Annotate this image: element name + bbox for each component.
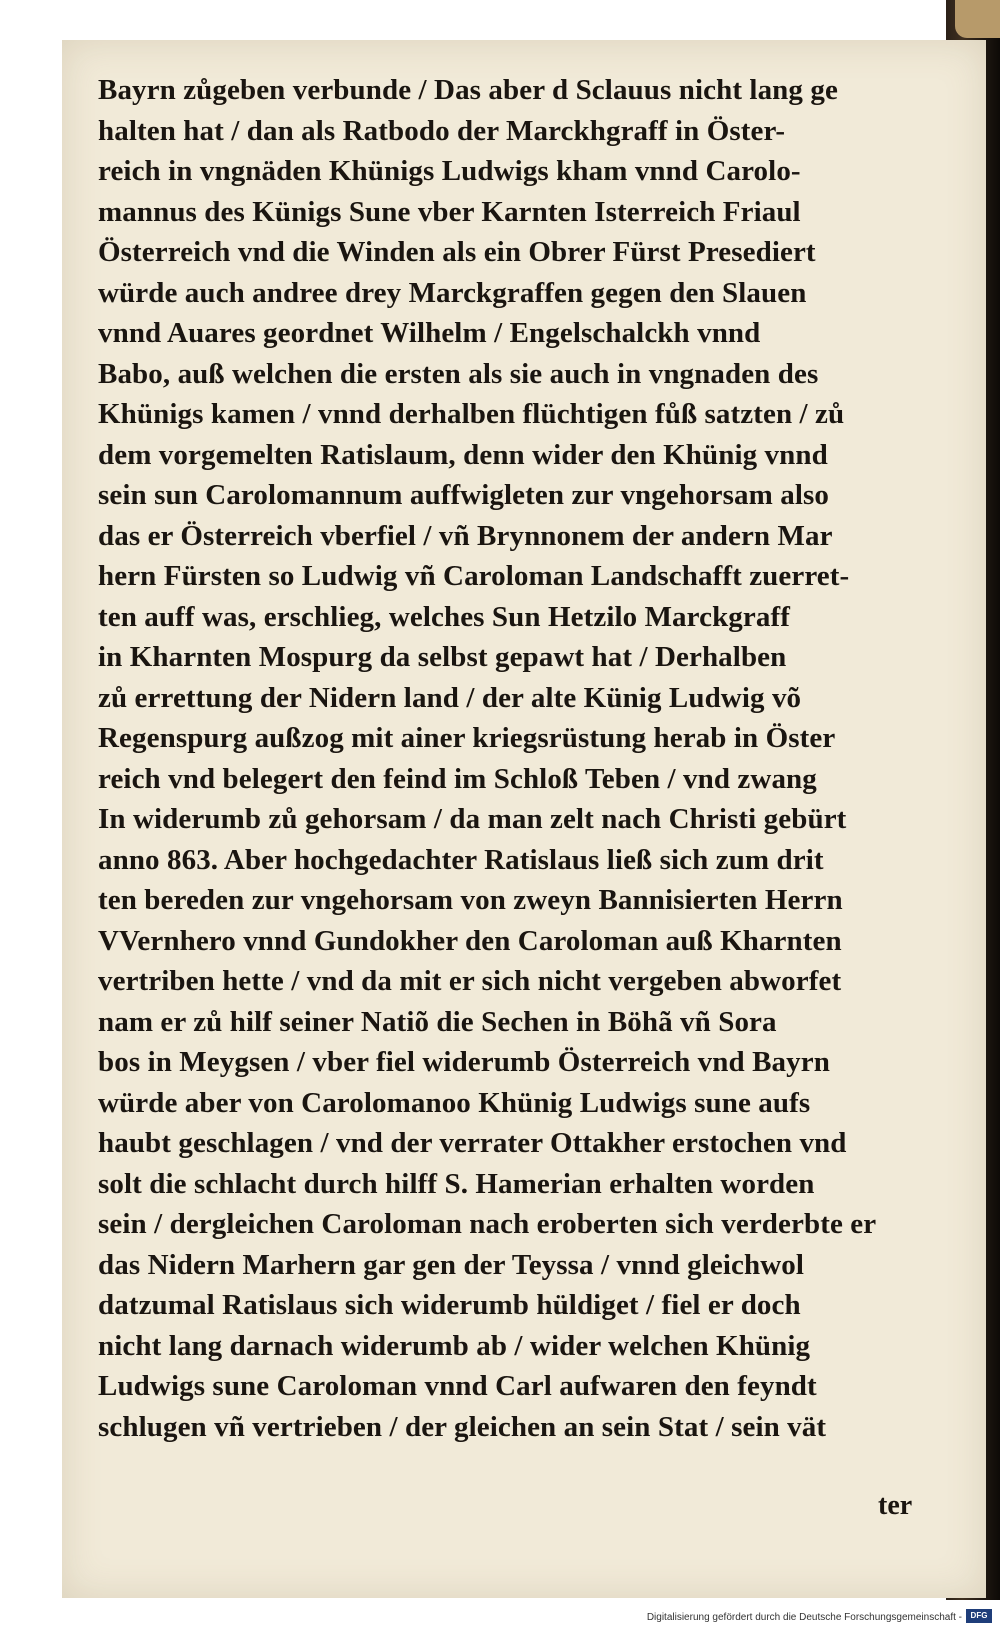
text-line: Österreich vnd die Winden als ein Obrer Fürst Presediert xyxy=(98,236,816,268)
funding-notice: Digitalisierung gefördert durch die Deutsche Forschungsgemeinschaft - xyxy=(646,1612,962,1623)
text-line: nam er zů hilf seiner Natiõ die Sechen in Böhã vñ Sora xyxy=(98,1005,777,1038)
text-line: würde auch andree drey Marckgraffen gegen den Slauen xyxy=(98,276,807,309)
text-line: schlugen vñ vertrieben / der gleichen an sein Stat / sein vät xyxy=(98,1410,827,1443)
text-line: zů errettung der Nidern land / der alte Künig Ludwig võ xyxy=(98,681,802,714)
text-line: datzumal Ratislaus sich widerumb hüldiget / fiel er doch xyxy=(98,1289,801,1321)
text-line: Ludwigs sune Caroloman vnnd Carl aufwaren den feyndt xyxy=(98,1370,817,1402)
text-line: halten hat / dan als Ratbodo der Marckhgraff in Öster- xyxy=(98,114,786,147)
text-line: bos in Meygsen / vber fiel widerumb Österreich vnd Bayrn xyxy=(98,1046,830,1078)
text-line: Khünigs kamen / vnnd derhalben flüchtigen fůß satzten / zů xyxy=(98,398,845,430)
text-line: das er Österreich vberfiel / vñ Brynnonem der andern Mar xyxy=(98,519,833,552)
text-line: dem vorgemelten Ratislaum, denn wider den Khünig vnnd xyxy=(98,438,828,471)
text-line: solt die schlacht durch hilff S. Hamerian erhalten worden xyxy=(98,1167,815,1200)
text-line: Babo, auß welchen die ersten als sie auch in vngnaden des xyxy=(98,357,819,390)
text-line: ten bereden zur vngehorsam von zweyn Bannisierten Herrn xyxy=(98,884,843,916)
text-line: Bayrn zůgeben verbunde / Das aber d Sclauus nicht lang ge xyxy=(98,74,838,106)
text-line: in Kharnten Mospurg da selbst gepawt hat / Derhalben xyxy=(98,641,787,673)
text-line: würde aber von Carolomanoo Khünig Ludwigs sune aufs xyxy=(98,1086,811,1119)
text-line: hern Fürsten so Ludwig vñ Caroloman Landschafft zuerret- xyxy=(98,560,850,592)
text-line: In widerumb zů gehorsam / da man zelt nach Christi gebürt xyxy=(98,803,847,835)
text-line: Regenspurg außzog mit ainer kriegsrüstung herab in Öster xyxy=(98,722,836,754)
text-line: vnnd Auares geordnet Wilhelm / Engelschalckh vnnd xyxy=(98,317,761,349)
text-line: mannus des Künigs Sune vber Karnten Isterreich Friaul xyxy=(98,195,801,228)
text-line: nicht lang darnach widerumb ab / wider welchen Khünig xyxy=(98,1329,811,1362)
catchword: ter xyxy=(878,1490,913,1521)
text-line: vertriben hette / vnd da mit er sich nicht vergeben abworfet xyxy=(98,965,842,997)
text-line: anno 863. Aber hochgedachter Ratislaus ließ sich zum drit xyxy=(98,843,824,876)
text-line: sein / dergleichen Caroloman nach eroberten sich verderbte er xyxy=(98,1208,877,1240)
text-line: reich vnd belegert den feind im Schloß Teben / vnd zwang xyxy=(98,762,817,795)
page-text xyxy=(98,70,928,1447)
text-line: ten auff was, erschlieg, welches Sun Hetzilo Marckgraff xyxy=(98,600,790,633)
page-corner xyxy=(955,0,1000,38)
text-line: haubt geschlagen / vnd der verrater Ottakher erstochen vnd xyxy=(98,1127,847,1159)
text-line: VVernhero vnnd Gundokher den Caroloman auß Kharnten xyxy=(98,924,842,957)
text-line: reich in vngnäden Khünigs Ludwigs kham vnnd Carolo- xyxy=(98,155,801,187)
text-line: das Nidern Marhern gar gen der Teyssa / vnnd gleichwol xyxy=(98,1248,805,1281)
text-line: sein sun Carolomannum auffwigleten zur vngehorsam also xyxy=(98,479,829,511)
dfg-logo: DFG xyxy=(966,1609,992,1623)
